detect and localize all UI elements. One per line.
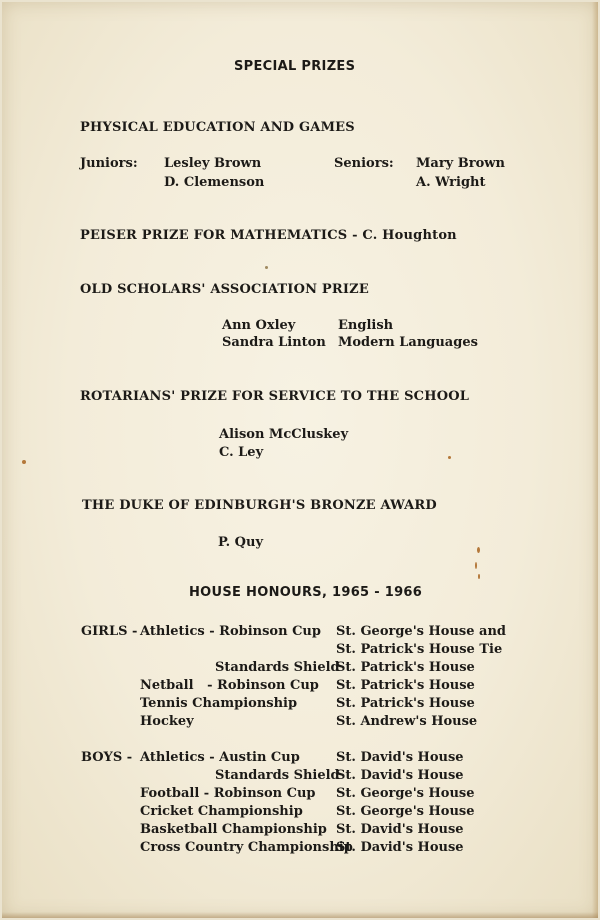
old-scholars-heading: OLD SCHOLARS' ASSOCIATION PRIZE — [80, 282, 369, 297]
page-edge-bottom — [2, 912, 598, 918]
girls-label: GIRLS - — [81, 624, 138, 639]
peiser-prize-line: PEISER PRIZE FOR MATHEMATICS - C. Houghton — [80, 228, 457, 243]
girls-event: Netball - Robinson Cup — [140, 678, 319, 693]
boys-house: St. David's House — [336, 768, 464, 783]
girls-house: St. Andrew's House — [336, 714, 478, 729]
stain-speck — [448, 456, 451, 459]
boys-event: Cross Country Championship — [140, 840, 353, 855]
stain-speck — [477, 547, 480, 553]
juniors-label: Juniors: — [80, 156, 138, 171]
girls-event: Athletics - Robinson Cup — [140, 624, 321, 639]
pe-heading: PHYSICAL EDUCATION AND GAMES — [80, 120, 355, 135]
senior-name: Mary Brown — [416, 156, 505, 171]
rotarians-heading: ROTARIANS' PRIZE FOR SERVICE TO THE SCHOOL — [80, 389, 470, 404]
girls-event: Hockey — [140, 714, 194, 729]
rotarians-winner: C. Ley — [219, 445, 264, 460]
boys-house: St. George's House — [336, 804, 475, 819]
girls-event: Standards Shield — [215, 660, 340, 675]
old-scholars-subject: Modern Languages — [338, 335, 478, 350]
girls-house: St. Patrick's House — [336, 696, 475, 711]
boys-house: St. David's House — [336, 750, 464, 765]
seniors-label: Seniors: — [334, 156, 394, 171]
girls-house: St. Patrick's House Tie — [336, 642, 503, 657]
page-edge-right — [592, 2, 598, 918]
boys-event: Standards Shield — [215, 768, 340, 783]
girls-event: Tennis Championship — [140, 696, 298, 711]
boys-house: St. David's House — [336, 822, 464, 837]
old-scholars-winner: Ann Oxley — [222, 318, 296, 333]
junior-name: Lesley Brown — [164, 156, 262, 171]
old-scholars-winner: Sandra Linton — [222, 335, 326, 350]
old-scholars-subject: English — [338, 318, 394, 333]
girls-house: St. George's House and — [336, 624, 507, 639]
page-title: SPECIAL PRIZES — [234, 59, 356, 74]
boys-house: St. George's House — [336, 786, 475, 801]
program-page — [2, 2, 598, 918]
rotarians-winner: Alison McCluskey — [219, 427, 349, 442]
boys-label: BOYS - — [81, 750, 133, 765]
stain-speck — [478, 574, 480, 579]
senior-name: A. Wright — [416, 175, 486, 190]
stain-speck — [475, 562, 477, 569]
girls-house: St. Patrick's House — [336, 678, 475, 693]
boys-event: Basketball Championship — [140, 822, 327, 837]
boys-house: St. David's House — [336, 840, 464, 855]
duke-of-edinburgh-heading: THE DUKE OF EDINBURGH'S BRONZE AWARD — [82, 498, 437, 513]
boys-event: Athletics - Austin Cup — [140, 750, 300, 765]
stain-speck — [22, 460, 26, 464]
duke-of-edinburgh-winner: P. Quy — [218, 535, 264, 550]
junior-name: D. Clemenson — [164, 175, 265, 190]
stain-speck — [265, 266, 268, 269]
boys-event: Cricket Championship — [140, 804, 303, 819]
house-honours-heading: HOUSE HONOURS, 1965 - 1966 — [189, 585, 423, 600]
boys-event: Football - Robinson Cup — [140, 786, 316, 801]
girls-house: St. Patrick's House — [336, 660, 475, 675]
